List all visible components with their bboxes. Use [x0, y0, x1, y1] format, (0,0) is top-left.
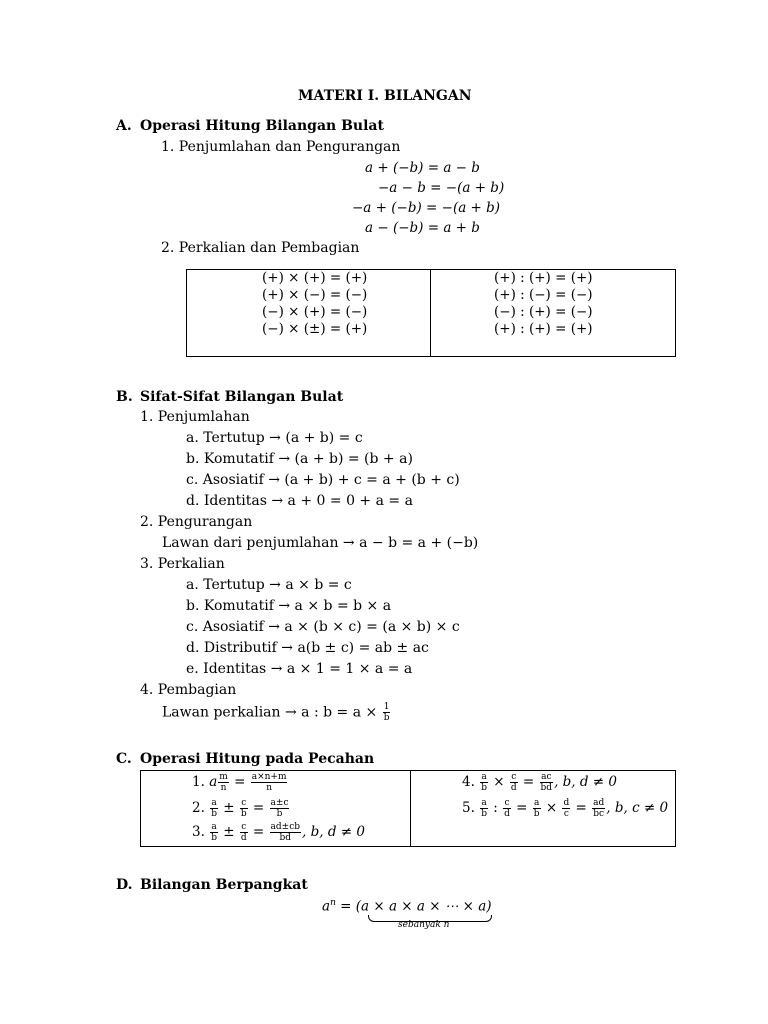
multiplication-rule: (−) × (+) = (−)	[262, 304, 368, 320]
property-multiplication-a: a. Tertutup → a × b = c	[186, 577, 352, 593]
section-d-title: Bilangan Berpangkat	[140, 877, 308, 893]
section-a-item-1: 1. Penjumlahan dan Pengurangan	[161, 139, 401, 155]
fraction: $\frac{1}{b}$	[383, 702, 390, 723]
page-title: MATERI I. BILANGAN	[298, 88, 472, 104]
property-multiplication-c: c. Asosiatif → a × (b × c) = (a × b) × c	[186, 619, 460, 635]
section-a-item-2: 2. Perkalian dan Pembagian	[161, 240, 360, 256]
property-division: 4. Pembagian	[140, 682, 237, 698]
section-a-title: Operasi Hitung Bilangan Bulat	[140, 118, 384, 134]
property-multiplication-e: e. Identitas → a × 1 = 1 × a = a	[186, 661, 413, 677]
property-division-line	[162, 702, 391, 723]
property-addition: 1. Penjumlahan	[140, 409, 250, 425]
section-a-label: A.	[116, 118, 132, 134]
section-d-label: D.	[116, 877, 133, 893]
property-addition-b: b. Komutatif → (a + b) = (b + a)	[186, 451, 413, 467]
multiplication-rule: (+) × (−) = (−)	[262, 287, 368, 303]
section-c-title: Operasi Hitung pada Pecahan	[140, 751, 375, 767]
division-rule: (+) : (+) = (+)	[494, 270, 593, 286]
sign-table	[186, 269, 676, 357]
division-rule: (+) : (−) = (−)	[494, 287, 593, 303]
property-addition-c: c. Asosiatif → (a + b) + c = a + (b + c)	[186, 472, 460, 488]
fraction-rule-1: 1. a $\frac{m}{n}$ = $\frac{a\times n+m}{n}$	[192, 772, 287, 793]
multiplication-rule: (−) × (±) = (+)	[262, 321, 368, 337]
fraction-rule-2: 2. $\frac{a}{b}$ ± $\frac{c}{b}$ = $\frac{a\pm c}{b}$	[192, 798, 289, 819]
section-b-label: B.	[116, 389, 133, 405]
property-multiplication-b: b. Komutatif → a × b = b × a	[186, 598, 392, 614]
sign-table-divider	[430, 269, 431, 356]
underbrace-label: sebanyak n	[398, 920, 450, 930]
property-addition-a: a. Tertutup → (a + b) = c	[186, 430, 363, 446]
fraction-table-divider	[410, 770, 411, 846]
multiplication-rules	[262, 270, 367, 338]
power-formula: $a^n = (a \times a \times a$ × ⋯ × a)	[322, 898, 492, 915]
property-subtraction-line: Lawan dari penjumlahan → a − b = a + (−b)	[162, 535, 479, 551]
equation-1: a + (−b) = a − b	[365, 160, 480, 176]
fraction-rule-5: 5. $\frac{a}{b}$ : $\frac{c}{d}$ = $\frac{a}{b}$ × $\frac{d}{c}$ = $\frac{ad}{bc}$ , b, c ≠ 0	[462, 798, 669, 819]
property-addition-d: d. Identitas → a + 0 = 0 + a = a	[186, 493, 413, 509]
section-b-title: Sifat-Sifat Bilangan Bulat	[140, 389, 344, 405]
equation-3: −a + (−b) = −(a + b)	[352, 200, 501, 216]
division-rule: (−) : (+) = (−)	[494, 304, 593, 320]
fraction-rule-3: 3. $\frac{a}{b}$ ± $\frac{c}{d}$ = $\frac{ad\pm cb}{bd}$ , b, d ≠ 0	[192, 822, 365, 843]
section-c-label: C.	[116, 751, 132, 767]
division-rule: (+) : (+) = (+)	[494, 321, 593, 337]
property-subtraction: 2. Pengurangan	[140, 514, 253, 530]
division-rules	[494, 270, 593, 338]
fraction-rule-4: 4. $\frac{a}{b}$ × $\frac{c}{d}$ = $\frac{ac}{bd}$ , b, d ≠ 0	[462, 772, 617, 793]
equation-4: a − (−b) = a + b	[365, 220, 480, 236]
property-multiplication-d: d. Distributif → a(b ± c) = ab ± ac	[186, 640, 429, 656]
division-line-text: Lawan perkalian → a : b = a ×	[162, 704, 378, 721]
equation-2: −a − b = −(a + b)	[378, 180, 505, 196]
multiplication-rule: (+) × (+) = (+)	[262, 270, 368, 286]
property-multiplication: 3. Perkalian	[140, 556, 225, 572]
